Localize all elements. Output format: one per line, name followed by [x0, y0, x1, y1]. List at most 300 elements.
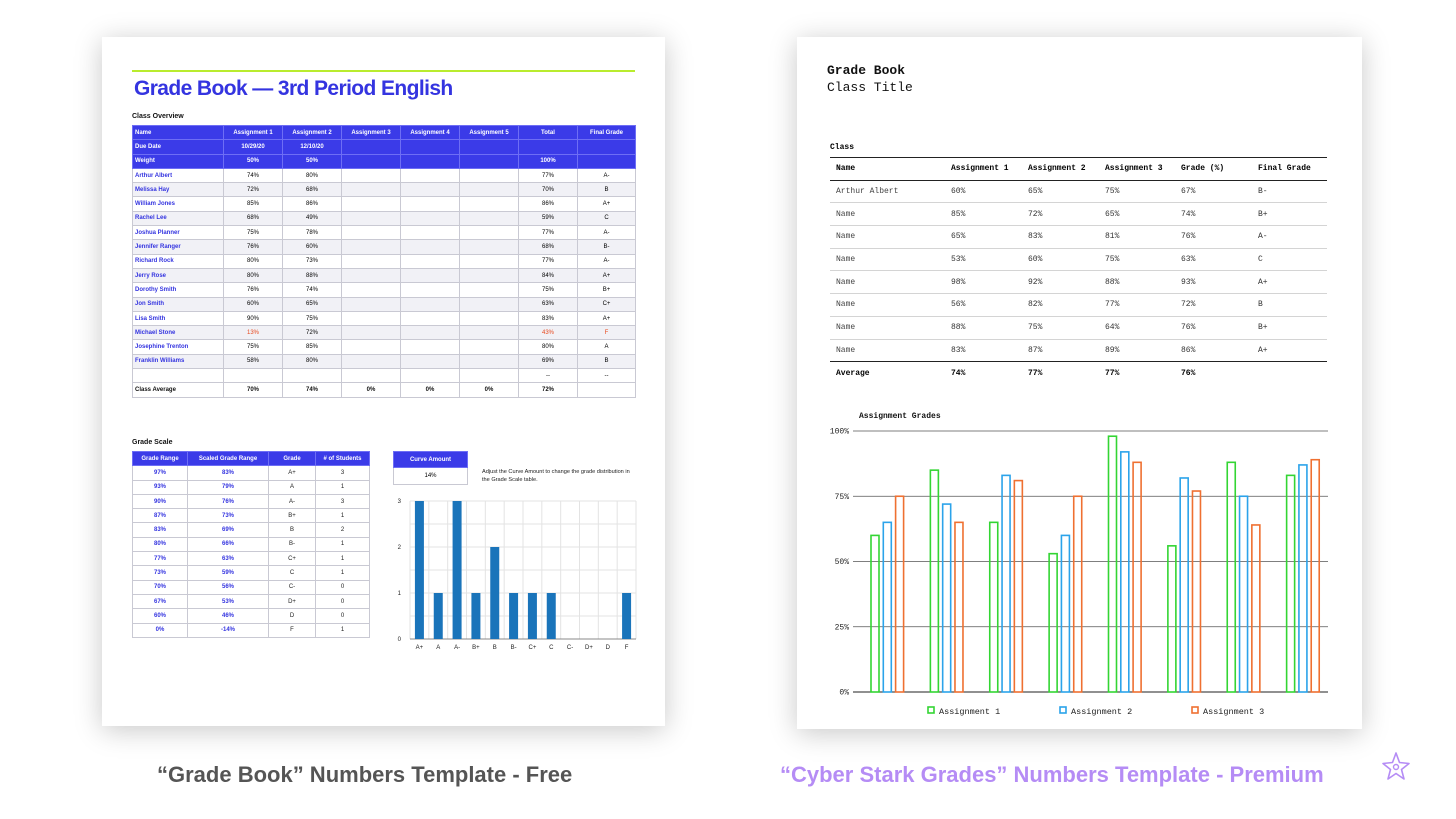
table-cell[interactable]: 72% — [224, 183, 283, 197]
table-cell[interactable] — [401, 311, 460, 325]
table-cell[interactable] — [342, 354, 401, 368]
table-cell[interactable] — [460, 254, 519, 268]
chart-title: Assignment Grades — [859, 412, 941, 421]
table-row — [133, 168, 636, 182]
table-cell[interactable]: A — [578, 340, 636, 354]
table-cell[interactable] — [342, 369, 401, 383]
table-cell[interactable]: B+ — [1252, 316, 1327, 339]
scale-row — [133, 480, 370, 494]
table-cell[interactable]: 53% — [945, 248, 1022, 271]
table-cell[interactable]: 72% — [1175, 294, 1252, 317]
table-cell[interactable] — [460, 326, 519, 340]
table-cell[interactable] — [342, 283, 401, 297]
x-tick-label: B — [492, 645, 497, 651]
y-tick-label: 1 — [397, 591, 401, 597]
bar — [1168, 546, 1176, 692]
table-header-row — [830, 158, 1327, 181]
table-cell[interactable] — [460, 354, 519, 368]
table-cell[interactable] — [342, 326, 401, 340]
table-cell[interactable]: 75% — [224, 226, 283, 240]
table-cell[interactable]: A+ — [578, 197, 636, 211]
table-cell[interactable]: 65% — [283, 297, 342, 311]
legend-label: Assignment 2 — [1071, 707, 1133, 717]
scale-row — [133, 552, 370, 566]
curve-amount-header: Curve Amount — [394, 452, 468, 468]
scale-cell[interactable]: 46% — [188, 609, 269, 623]
table-cell[interactable]: Name — [830, 316, 945, 339]
table-cell[interactable] — [460, 240, 519, 254]
table-cell[interactable]: 43% — [519, 326, 578, 340]
table-cell[interactable]: -- — [578, 369, 636, 383]
table-cell: Arthur Albert — [133, 168, 224, 182]
table-cell[interactable]: 83% — [1022, 226, 1099, 249]
table-cell[interactable]: 68% — [283, 183, 342, 197]
scale-cell[interactable]: 69% — [188, 523, 269, 537]
table-row — [830, 339, 1327, 362]
average-cell: 74% — [283, 383, 342, 397]
table-cell[interactable]: 85% — [283, 340, 342, 354]
bar — [1180, 478, 1188, 692]
cyber-stark-premium-sheet — [797, 37, 1362, 729]
table-cell[interactable]: 58% — [224, 354, 283, 368]
table-row — [133, 340, 636, 354]
page-title: Grade Book — 3rd Period English — [134, 77, 453, 100]
due-date-cell: 12/10/20 — [283, 140, 342, 154]
table-row — [133, 369, 636, 383]
y-tick-label: 2 — [397, 545, 401, 551]
table-cell: Lisa Smith — [133, 311, 224, 325]
table-cell[interactable]: B- — [578, 240, 636, 254]
table-cell[interactable] — [224, 369, 283, 383]
column-header: Scaled Grade Range — [188, 452, 269, 466]
bar — [415, 501, 424, 639]
table-cell[interactable] — [401, 268, 460, 282]
average-cell: 70% — [224, 383, 283, 397]
table-cell[interactable]: 98% — [945, 271, 1022, 294]
table-row — [133, 197, 636, 211]
table-cell[interactable]: 76% — [1175, 316, 1252, 339]
sparkle-star-icon — [1380, 750, 1412, 782]
legend-swatch — [1192, 707, 1198, 713]
table-cell[interactable]: 70% — [519, 183, 578, 197]
table-cell[interactable]: 78% — [283, 226, 342, 240]
table-cell[interactable]: 77% — [519, 226, 578, 240]
weight-cell: 50% — [224, 154, 283, 168]
table-cell[interactable]: B+ — [1252, 203, 1327, 226]
table-cell[interactable]: Arthur Albert — [830, 180, 945, 203]
table-cell[interactable]: 68% — [519, 240, 578, 254]
scale-cell[interactable]: 87% — [133, 509, 188, 523]
scale-cell[interactable]: 73% — [188, 509, 269, 523]
scale-row — [133, 509, 370, 523]
table-cell[interactable] — [401, 183, 460, 197]
scale-header-row — [133, 452, 370, 466]
table-cell[interactable]: 87% — [1022, 339, 1099, 362]
table-cell[interactable]: Name — [830, 271, 945, 294]
scale-cell[interactable]: 67% — [133, 594, 188, 608]
table-cell[interactable] — [401, 354, 460, 368]
scale-cell: 1 — [316, 623, 370, 637]
scale-cell[interactable]: 66% — [188, 537, 269, 551]
table-cell[interactable]: 59% — [519, 211, 578, 225]
table-cell: Michael Stone — [133, 326, 224, 340]
table-row — [133, 183, 636, 197]
table-cell[interactable]: 88% — [1099, 271, 1175, 294]
table-cell[interactable]: A- — [578, 254, 636, 268]
grade-book-free-sheet — [102, 37, 665, 726]
bar — [896, 496, 904, 692]
table-row — [133, 297, 636, 311]
bar — [1252, 525, 1260, 692]
scale-cell[interactable]: 83% — [133, 523, 188, 537]
table-cell[interactable]: 75% — [519, 283, 578, 297]
table-cell[interactable]: A+ — [578, 268, 636, 282]
column-header: # of Students — [316, 452, 370, 466]
scale-cell[interactable]: 90% — [133, 494, 188, 508]
table-cell[interactable] — [460, 268, 519, 282]
table-cell[interactable]: A+ — [1252, 271, 1327, 294]
table-cell[interactable]: 76% — [1175, 226, 1252, 249]
table-cell[interactable] — [460, 311, 519, 325]
table-row — [133, 268, 636, 282]
table-cell[interactable]: A- — [578, 168, 636, 182]
table-cell[interactable] — [401, 226, 460, 240]
x-tick-label: C+ — [528, 645, 537, 651]
bar — [1227, 462, 1235, 692]
table-cell[interactable]: 73% — [283, 254, 342, 268]
scale-cell: 1 — [316, 509, 370, 523]
table-cell[interactable]: 75% — [1099, 248, 1175, 271]
class-overview-table — [132, 125, 636, 398]
table-cell[interactable]: A- — [578, 226, 636, 240]
table-cell[interactable]: 80% — [519, 340, 578, 354]
table-cell: Josephine Trenton — [133, 340, 224, 354]
table-row — [133, 226, 636, 240]
table-cell: Jennifer Ranger — [133, 240, 224, 254]
table-cell[interactable]: 92% — [1022, 271, 1099, 294]
table-cell: Richard Rock — [133, 254, 224, 268]
table-cell[interactable]: B — [578, 183, 636, 197]
table-cell[interactable]: C — [578, 211, 636, 225]
column-header: Total — [519, 126, 578, 140]
table-cell[interactable]: 84% — [519, 268, 578, 282]
table-cell[interactable]: 90% — [224, 311, 283, 325]
table-cell[interactable] — [401, 211, 460, 225]
table-cell[interactable]: 83% — [519, 311, 578, 325]
scale-cell[interactable]: 59% — [188, 566, 269, 580]
assignment-grades-chart — [797, 405, 1362, 725]
table-cell[interactable] — [460, 183, 519, 197]
table-cell[interactable]: 77% — [1099, 294, 1175, 317]
table-cell[interactable]: 65% — [1099, 203, 1175, 226]
table-cell: Dorothy Smith — [133, 283, 224, 297]
class-label: Class — [830, 143, 855, 152]
column-header: Assignment 3 — [342, 126, 401, 140]
scale-cell: A+ — [269, 466, 316, 480]
table-cell[interactable] — [460, 226, 519, 240]
scale-cell: A — [269, 480, 316, 494]
table-cell[interactable] — [342, 168, 401, 182]
scale-cell[interactable]: 56% — [188, 580, 269, 594]
table-cell[interactable] — [342, 183, 401, 197]
table-cell[interactable]: 80% — [224, 254, 283, 268]
table-cell[interactable]: Name — [830, 339, 945, 362]
scale-cell[interactable]: -14% — [188, 623, 269, 637]
table-cell[interactable] — [283, 369, 342, 383]
table-cell[interactable] — [460, 340, 519, 354]
table-cell[interactable]: B — [578, 354, 636, 368]
bar — [1133, 462, 1141, 692]
bar — [1192, 491, 1200, 692]
table-cell[interactable]: 60% — [224, 297, 283, 311]
bar — [955, 522, 963, 692]
table-cell[interactable]: 80% — [283, 354, 342, 368]
table-cell[interactable]: 74% — [1175, 203, 1252, 226]
scale-cell: 1 — [316, 480, 370, 494]
scale-row — [133, 623, 370, 637]
table-cell[interactable]: 85% — [945, 203, 1022, 226]
table-row — [830, 316, 1327, 339]
scale-row — [133, 580, 370, 594]
table-cell[interactable] — [460, 211, 519, 225]
table-cell[interactable]: 60% — [1022, 248, 1099, 271]
scale-cell[interactable]: 83% — [188, 466, 269, 480]
table-cell[interactable]: 82% — [1022, 294, 1099, 317]
table-cell[interactable]: 63% — [1175, 248, 1252, 271]
class-average-row — [133, 383, 636, 397]
legend-swatch — [1060, 707, 1066, 713]
table-cell[interactable] — [460, 369, 519, 383]
table-cell[interactable] — [401, 240, 460, 254]
table-cell[interactable]: 72% — [283, 326, 342, 340]
scale-cell: B — [269, 523, 316, 537]
table-cell[interactable] — [401, 340, 460, 354]
table-cell[interactable] — [401, 297, 460, 311]
table-cell[interactable] — [401, 197, 460, 211]
table-row — [830, 294, 1327, 317]
table-cell: Average — [830, 362, 945, 384]
table-cell[interactable] — [342, 211, 401, 225]
x-tick-label: A+ — [415, 645, 424, 651]
table-row — [133, 326, 636, 340]
table-cell[interactable]: 76% — [224, 240, 283, 254]
table-cell[interactable]: 93% — [1175, 271, 1252, 294]
table-cell[interactable]: C+ — [578, 297, 636, 311]
due-date-cell — [401, 140, 460, 154]
scale-cell[interactable]: 79% — [188, 480, 269, 494]
table-cell[interactable]: 88% — [283, 268, 342, 282]
scale-cell[interactable]: 70% — [133, 580, 188, 594]
scale-cell[interactable]: 76% — [188, 494, 269, 508]
x-tick-label: F — [624, 645, 629, 651]
scale-cell[interactable]: 63% — [188, 552, 269, 566]
table-cell[interactable]: 80% — [224, 268, 283, 282]
weight-cell — [578, 154, 636, 168]
table-cell[interactable]: 77% — [519, 254, 578, 268]
table-cell[interactable]: 75% — [1099, 180, 1175, 203]
bar — [622, 593, 631, 639]
table-header-row — [133, 126, 636, 140]
average-cell: 0% — [342, 383, 401, 397]
scale-cell[interactable]: 0% — [133, 623, 188, 637]
table-cell[interactable]: 88% — [945, 316, 1022, 339]
x-tick-label: C — [549, 645, 554, 651]
scale-cell[interactable]: 77% — [133, 552, 188, 566]
bar — [453, 501, 462, 639]
table-cell[interactable] — [460, 297, 519, 311]
scale-row — [133, 466, 370, 480]
table-cell[interactable]: F — [578, 326, 636, 340]
due-date-cell: Due Date — [133, 140, 224, 154]
scale-row — [133, 566, 370, 580]
column-header: Final Grade — [1252, 158, 1327, 181]
table-cell[interactable] — [401, 369, 460, 383]
table-cell[interactable]: 68% — [224, 211, 283, 225]
y-tick-label: 0 — [397, 637, 401, 643]
x-tick-label: B- — [510, 645, 517, 651]
table-cell[interactable]: 65% — [1022, 180, 1099, 203]
table-cell[interactable]: C — [1252, 248, 1327, 271]
table-cell[interactable]: 75% — [1022, 316, 1099, 339]
column-header: Assignment 1 — [945, 158, 1022, 181]
table-cell[interactable]: A- — [1252, 226, 1327, 249]
table-cell[interactable]: 56% — [945, 294, 1022, 317]
page-title: Grade Book — [827, 63, 906, 78]
scale-cell: 0 — [316, 594, 370, 608]
x-tick-label: D — [605, 645, 610, 651]
table-cell[interactable]: 89% — [1099, 339, 1175, 362]
scale-cell: C+ — [269, 552, 316, 566]
scale-cell[interactable]: 73% — [133, 566, 188, 580]
bar — [1240, 496, 1248, 692]
table-cell[interactable]: 86% — [283, 197, 342, 211]
table-cell[interactable]: -- — [519, 369, 578, 383]
table-cell[interactable]: 86% — [1175, 339, 1252, 362]
table-cell[interactable]: 74% — [283, 283, 342, 297]
table-cell[interactable] — [342, 311, 401, 325]
table-cell[interactable] — [342, 340, 401, 354]
table-cell[interactable]: 60% — [945, 180, 1022, 203]
premium-template-caption: “Cyber Stark Grades” Numbers Template - Premium — [780, 762, 1324, 787]
table-cell: William Jones — [133, 197, 224, 211]
scale-row — [133, 494, 370, 508]
table-row — [133, 283, 636, 297]
table-cell[interactable] — [342, 254, 401, 268]
bar — [1121, 452, 1129, 692]
y-tick-label: 50% — [834, 558, 849, 567]
table-cell[interactable]: 63% — [519, 297, 578, 311]
table-cell[interactable]: 67% — [1175, 180, 1252, 203]
y-tick-label: 3 — [397, 499, 401, 505]
table-row — [830, 271, 1327, 294]
table-cell[interactable]: 80% — [283, 168, 342, 182]
table-cell[interactable]: B — [1252, 294, 1327, 317]
due-date-cell — [578, 140, 636, 154]
table-cell[interactable]: 72% — [1022, 203, 1099, 226]
curve-amount-cell[interactable]: 14% — [394, 468, 468, 484]
table-cell[interactable]: 69% — [519, 354, 578, 368]
scale-cell[interactable]: 60% — [133, 609, 188, 623]
weight-cell: Weight — [133, 154, 224, 168]
x-tick-label: A — [436, 645, 441, 651]
table-cell[interactable]: 85% — [224, 197, 283, 211]
scale-cell: 1 — [316, 566, 370, 580]
table-row — [830, 226, 1327, 249]
table-cell[interactable]: 83% — [945, 339, 1022, 362]
scale-cell[interactable]: 53% — [188, 594, 269, 608]
curve-amount-table — [393, 451, 468, 485]
table-cell[interactable] — [342, 197, 401, 211]
column-header: Final Grade — [578, 126, 636, 140]
table-cell[interactable]: 65% — [945, 226, 1022, 249]
table-cell[interactable]: 86% — [519, 197, 578, 211]
bar — [434, 593, 443, 639]
table-cell[interactable] — [401, 254, 460, 268]
table-cell: 77% — [1022, 362, 1099, 384]
table-cell[interactable] — [460, 197, 519, 211]
table-cell[interactable]: B- — [1252, 180, 1327, 203]
table-cell[interactable] — [342, 226, 401, 240]
table-cell[interactable]: 76% — [224, 283, 283, 297]
scale-cell: 0 — [316, 580, 370, 594]
due-date-cell — [460, 140, 519, 154]
scale-cell[interactable]: 97% — [133, 466, 188, 480]
table-cell[interactable] — [460, 168, 519, 182]
table-cell[interactable]: 13% — [224, 326, 283, 340]
table-row — [133, 354, 636, 368]
table-cell[interactable]: 77% — [519, 168, 578, 182]
y-tick-label: 0% — [839, 688, 849, 698]
table-cell[interactable]: Name — [830, 248, 945, 271]
table-cell[interactable]: Name — [830, 226, 945, 249]
table-cell[interactable] — [342, 268, 401, 282]
scale-cell: 1 — [316, 537, 370, 551]
table-cell[interactable]: 60% — [283, 240, 342, 254]
bar — [471, 593, 480, 639]
table-row — [830, 248, 1327, 271]
x-tick-label: C- — [566, 645, 574, 651]
column-header: Name — [830, 158, 945, 181]
table-cell[interactable]: 49% — [283, 211, 342, 225]
table-cell[interactable]: 64% — [1099, 316, 1175, 339]
table-cell[interactable] — [401, 168, 460, 182]
bar — [1074, 496, 1082, 692]
table-cell[interactable] — [460, 283, 519, 297]
x-tick-label: B+ — [472, 645, 480, 651]
table-row — [133, 311, 636, 325]
table-cell[interactable]: A+ — [578, 311, 636, 325]
table-cell[interactable]: B+ — [578, 283, 636, 297]
table-cell[interactable] — [401, 326, 460, 340]
table-cell[interactable]: Name — [830, 203, 945, 226]
table-cell[interactable] — [342, 297, 401, 311]
table-cell[interactable]: 75% — [224, 340, 283, 354]
table-cell[interactable]: Name — [830, 294, 945, 317]
table-cell[interactable]: 81% — [1099, 226, 1175, 249]
scale-cell[interactable]: 93% — [133, 480, 188, 494]
column-header: Assignment 3 — [1099, 158, 1175, 181]
scale-cell[interactable]: 80% — [133, 537, 188, 551]
table-cell[interactable] — [401, 283, 460, 297]
table-cell[interactable]: A+ — [1252, 339, 1327, 362]
curve-note: Adjust the Curve Amount to change the grade distribution in the Grade Scale table. — [482, 469, 630, 483]
table-cell[interactable] — [342, 240, 401, 254]
y-tick-label: 100% — [829, 427, 849, 437]
table-cell[interactable]: 74% — [224, 168, 283, 182]
table-row — [133, 240, 636, 254]
table-cell[interactable]: 75% — [283, 311, 342, 325]
column-header: Assignment 2 — [283, 126, 342, 140]
